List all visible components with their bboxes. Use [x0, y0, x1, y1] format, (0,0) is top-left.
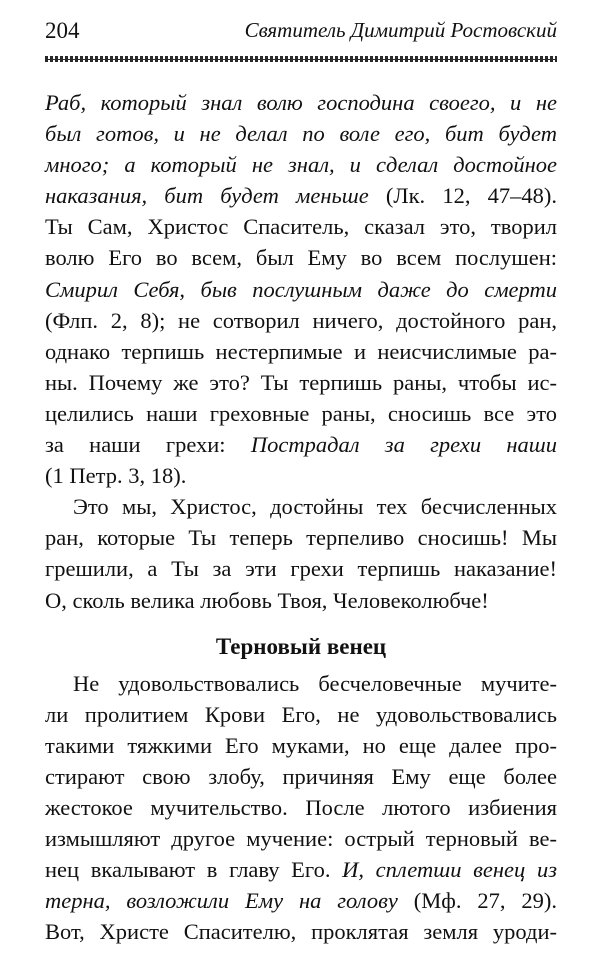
text-segment: волю Его во всем, был Ему во всем послушен: [45, 245, 557, 271]
text-line [45, 761, 557, 792]
italic-quote-text: терна, возложили Ему на голову [45, 888, 398, 914]
text-segment: ли пролитием Крови Его, не удовольствовались [45, 701, 557, 727]
text-segment: Вот, Христе Спасителю, проклятая земля уроди- [45, 919, 557, 945]
text-line [45, 522, 557, 553]
text-segment: Не удовольствовались бесчеловечные мучите- [73, 670, 557, 696]
text-line [45, 491, 557, 522]
italic-quote-text: Пострадал за грехи наши [250, 432, 558, 458]
text-line [45, 553, 557, 584]
text-line [45, 585, 557, 616]
text-line [45, 429, 557, 460]
text-line [45, 305, 557, 336]
text-line [45, 87, 557, 118]
text-line [45, 367, 557, 398]
text-segment: Ты Сам, Христос Спаситель, сказал это, творил [45, 214, 557, 240]
paragraph-2 [45, 491, 557, 615]
text-segment: Это мы, Христос, достойны тех бесчисленных [73, 494, 557, 520]
text-line [45, 885, 557, 916]
page-body [45, 87, 557, 947]
italic-quote-text: И, сплетши венец из [342, 857, 557, 883]
section-heading: Терновый венец [215, 633, 387, 659]
text-segment: грешили, а Ты за эти грехи терпишь наказание! [45, 556, 557, 582]
text-line [45, 460, 557, 491]
header-ornamental-rule [45, 56, 557, 62]
text-line [45, 398, 557, 429]
text-segment: ны. Почему же это? Ты терпишь раны, чтобы ис- [45, 369, 557, 395]
text-segment: (Мф. 27, 29). [397, 888, 557, 914]
italic-quote-text: наказания, бит будет меньше [45, 183, 369, 209]
text-segment: такими тяжкими Его муками, но еще далее про- [45, 732, 557, 758]
italic-quote-text: много; а который не знал, и сделал достойное [45, 152, 557, 178]
text-line [45, 149, 557, 180]
text-segment: целились наши греховные раны, сносишь все это [45, 400, 557, 426]
italic-quote-text: Раб, который знал волю господина своего, и не [45, 90, 557, 115]
text-line [45, 211, 557, 242]
text-segment: (Флп. 2, 8); не сотворил ничего, достойного ран, [45, 307, 557, 333]
text-line [45, 274, 557, 305]
text-line [45, 854, 557, 885]
page-header [45, 18, 557, 52]
italic-quote-text: Смирил Себя, быв послушным даже до смерти [45, 276, 557, 302]
paragraph-1 [45, 87, 557, 491]
text-line [45, 916, 557, 947]
text-line [45, 823, 557, 854]
text-segment: измышляют другое мучение: острый терновый ве- [45, 826, 557, 852]
text-segment: ран, которые Ты теперь терпеливо сносишь! Мы [45, 525, 557, 551]
text-line [45, 730, 557, 761]
text-line [45, 699, 557, 730]
text-line [45, 242, 557, 273]
text-line [45, 180, 557, 211]
text-line [45, 336, 557, 367]
text-segment: О, сколь велика любовь Твоя, Человеколюбче! [45, 587, 489, 613]
text-segment: жестокое мучительство. После лютого избиения [45, 794, 557, 820]
text-line [45, 668, 557, 699]
italic-quote-text: был готов, и не делал по воле его, бит будет [45, 121, 557, 147]
text-line [45, 792, 557, 823]
text-segment: за наши грехи: [45, 432, 251, 458]
text-segment: нец вкалывают в главу Его. [45, 857, 343, 883]
text-segment: стирают свою злобу, причиняя Ему еще более [45, 763, 557, 789]
running-title: Святитель Димитрий Ростовский [244, 18, 557, 42]
text-segment: (1 Петр. 3, 18). [45, 463, 187, 489]
paragraph-3 [45, 668, 557, 948]
page-number: 204 [45, 18, 80, 43]
text-segment: однако терпишь нестерпимые и неисчислимые ра- [45, 338, 557, 364]
text-line [45, 118, 557, 149]
text-segment: (Лк. 12, 47–48). [368, 183, 557, 209]
